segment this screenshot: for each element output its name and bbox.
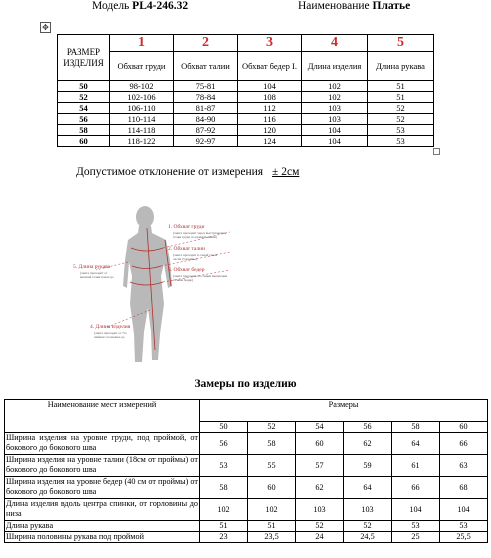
value-cell: 78-84 <box>174 92 238 103</box>
size-row <box>58 125 434 136</box>
value-cell: 120 <box>238 125 302 136</box>
size-cell: 58 <box>58 125 110 136</box>
measure-value: 55 <box>248 455 296 477</box>
value-cell: 104 <box>238 81 302 92</box>
measure-value: 51 <box>248 521 296 532</box>
measure-value: 64 <box>392 433 440 455</box>
measure-table <box>4 399 488 543</box>
measure-value: 104 <box>440 499 488 521</box>
value-cell: 112 <box>238 103 302 114</box>
size-header: РАЗМЕР ИЗДЕЛИЯ <box>58 35 110 81</box>
svg-text:(лента проходит в самой узкой: (лента проходит в самой узкой <box>173 253 218 257</box>
value-cell: 106-110 <box>110 103 174 114</box>
value-cell: 104 <box>302 125 368 136</box>
measure-value: 53 <box>200 455 248 477</box>
measure-label: Ширина изделия на уровне бедер (40 см от проймы) от бокового до бокового шва <box>5 477 200 499</box>
value-cell: 103 <box>302 114 368 125</box>
measure-value: 63 <box>440 455 488 477</box>
measure-value: 68 <box>440 477 488 499</box>
value-cell: 51 <box>368 92 434 103</box>
measure-value: 64 <box>344 477 392 499</box>
measure-value: 62 <box>296 477 344 499</box>
measure-label: Длина рукава <box>5 521 200 532</box>
measure-label: Длина изделия вдоль центра спинки, от горловины до низа <box>5 499 200 521</box>
tolerance-value: ± 2см <box>272 166 300 178</box>
measure-value: 25 <box>392 532 440 543</box>
value-cell: 110-114 <box>110 114 174 125</box>
measure-value: 60 <box>248 477 296 499</box>
name-value: Платье <box>372 0 411 12</box>
value-cell: 51 <box>368 81 434 92</box>
measure-value: 52 <box>344 521 392 532</box>
label-sleeve: 5. Длина рукава <box>73 264 111 270</box>
measure-value: 66 <box>392 477 440 499</box>
size-cell: 58 <box>392 422 440 433</box>
move-cross-icon[interactable]: ✥ <box>40 22 51 33</box>
column-label: Обхват бедер I. <box>238 52 302 81</box>
measure-value: 103 <box>344 499 392 521</box>
measure-value: 60 <box>296 433 344 455</box>
size-cell: 60 <box>58 136 110 147</box>
measure-value: 24,5 <box>344 532 392 543</box>
size-cell: 56 <box>344 422 392 433</box>
column-number: 3 <box>238 35 302 52</box>
svg-text:(лента проходит через выступаю: (лента проходит через выступающие <box>173 231 227 235</box>
value-cell: 81-87 <box>174 103 238 114</box>
measure-label: Ширина изделия на уровне талии (18см от проймы) от бокового до бокового шва <box>5 455 200 477</box>
value-cell: 102 <box>302 92 368 103</box>
svg-text:части туловища): части туловища) <box>173 257 197 261</box>
size-row <box>58 136 434 147</box>
size-cell: 54 <box>296 422 344 433</box>
value-cell: 102-106 <box>110 92 174 103</box>
name-header: Наименование мест измерений <box>5 400 200 433</box>
size-cell: 52 <box>248 422 296 433</box>
value-cell: 87-92 <box>174 125 238 136</box>
sizes-header: Размеры <box>200 400 488 422</box>
column-number: 4 <box>302 35 368 52</box>
value-cell: 124 <box>238 136 302 147</box>
measure-row <box>5 499 488 521</box>
measure-value: 59 <box>344 455 392 477</box>
size-row <box>58 103 434 114</box>
column-label: Обхват талии <box>174 52 238 81</box>
value-cell: 103 <box>302 103 368 114</box>
svg-text:точки груди по прямой линии): точки груди по прямой линии) <box>173 235 217 239</box>
measure-value: 23,5 <box>248 532 296 543</box>
value-cell: 98-102 <box>110 81 174 92</box>
measure-row <box>5 477 488 499</box>
measure-value: 102 <box>248 499 296 521</box>
value-cell: 114-118 <box>110 125 174 136</box>
measure-label: Ширина изделия на уровне груди, под проймой, от бокового до бокового шва <box>5 433 200 455</box>
measure-value: 25,5 <box>440 532 488 543</box>
svg-text:(лента проходит по самым выпук: (лента проходит по самым выпуклым <box>173 274 228 278</box>
measure-row <box>5 455 488 477</box>
label-waist: 2. Обхват талии <box>168 246 206 252</box>
measure-title: Замеры по изделию <box>194 378 297 390</box>
value-cell: 92-97 <box>174 136 238 147</box>
measure-row <box>5 433 488 455</box>
value-cell: 104 <box>302 136 368 147</box>
svg-text:шейного позвонка до: шейного позвонка до <box>94 335 125 339</box>
value-cell: 102 <box>302 81 368 92</box>
column-label: Длина рукава <box>368 52 434 81</box>
column-number: 2 <box>174 35 238 52</box>
measure-value: 58 <box>248 433 296 455</box>
value-cell: 84-90 <box>174 114 238 125</box>
measure-value: 23 <box>200 532 248 543</box>
value-cell: 53 <box>368 125 434 136</box>
measure-value: 57 <box>296 455 344 477</box>
tolerance-label: Допустимое отклонение от измерения <box>76 166 264 178</box>
size-label-row <box>58 52 434 81</box>
value-cell: 52 <box>368 114 434 125</box>
measure-label: Ширина половины рукава под проймой <box>5 532 200 543</box>
size-row <box>58 92 434 103</box>
label-bust: 1. Обхват груди <box>168 224 205 230</box>
value-cell: 108 <box>238 92 302 103</box>
value-cell: 75-81 <box>174 81 238 92</box>
model-value: PL4-246.32 <box>132 0 189 12</box>
tolerance-line <box>76 166 299 178</box>
measure-value: 52 <box>296 521 344 532</box>
value-cell: 116 <box>238 114 302 125</box>
column-number: 1 <box>110 35 174 52</box>
measure-value: 53 <box>440 521 488 532</box>
svg-text:точкам бедер): точкам бедер) <box>173 278 194 282</box>
size-table <box>57 34 434 147</box>
body-measurement-figure <box>60 200 330 370</box>
size-number-row <box>58 35 434 52</box>
measure-row <box>5 532 488 543</box>
model-label: Модель <box>92 0 133 12</box>
size-cell: 50 <box>58 81 110 92</box>
measure-row <box>5 521 488 532</box>
measure-value: 53 <box>392 521 440 532</box>
table-resize-handle[interactable] <box>433 148 440 155</box>
name-label: Наименование <box>298 0 373 12</box>
column-label: Длина изделия <box>302 52 368 81</box>
measure-value: 66 <box>440 433 488 455</box>
svg-text:высшей точки плеча до: высшей точки плеча до <box>80 275 114 279</box>
size-row <box>58 114 434 125</box>
size-cell: 50 <box>200 422 248 433</box>
size-cell: 56 <box>58 114 110 125</box>
value-cell: 52 <box>368 103 434 114</box>
measure-header-row <box>5 400 488 422</box>
measure-value: 56 <box>200 433 248 455</box>
model-line <box>92 0 188 12</box>
size-cell: 60 <box>440 422 488 433</box>
value-cell: 118-122 <box>110 136 174 147</box>
body-silhouette <box>123 206 172 362</box>
value-cell: 53 <box>368 136 434 147</box>
measure-value: 24 <box>296 532 344 543</box>
size-cell: 52 <box>58 92 110 103</box>
measure-value: 61 <box>392 455 440 477</box>
size-cell: 54 <box>58 103 110 114</box>
label-length: 4. Длина изделия <box>90 324 131 330</box>
measure-value: 102 <box>200 499 248 521</box>
svg-text:(лента проходит от: (лента проходит от <box>80 271 108 275</box>
name-line <box>298 0 410 12</box>
measure-value: 62 <box>344 433 392 455</box>
label-hips: 3. Обхват бедер <box>168 267 205 273</box>
measure-value: 103 <box>296 499 344 521</box>
column-number: 5 <box>368 35 434 52</box>
svg-text:(лента проходит от 7го: (лента проходит от 7го <box>94 331 127 335</box>
column-label: Обхват груди <box>110 52 174 81</box>
measure-value: 51 <box>200 521 248 532</box>
measure-value: 58 <box>200 477 248 499</box>
measure-value: 104 <box>392 499 440 521</box>
size-row <box>58 81 434 92</box>
